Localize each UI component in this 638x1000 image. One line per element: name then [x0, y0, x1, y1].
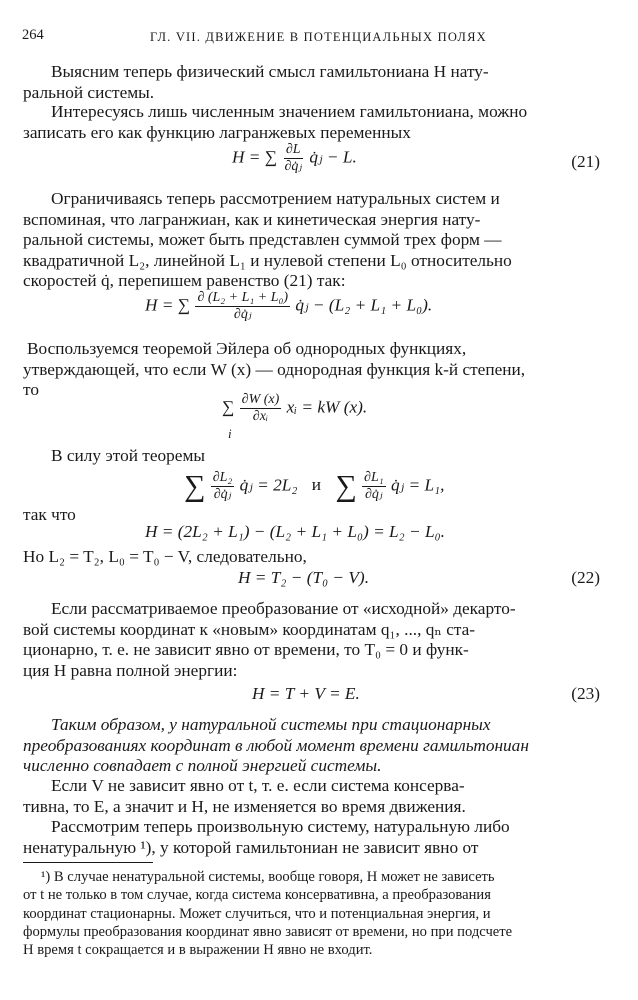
- sum-symbol: ∑: [335, 469, 357, 503]
- paragraph-numeric-value: [23, 102, 601, 143]
- equation-number-23: (23): [571, 684, 600, 703]
- denominator: ∂q̇ⱼ: [233, 307, 252, 322]
- equation-number-22: (22): [571, 568, 600, 587]
- footnote: [23, 868, 601, 959]
- text-line: численно совпадает с полной энергией системы.: [23, 756, 382, 775]
- footnote-rule: [23, 862, 153, 863]
- fraction: [282, 142, 304, 175]
- text-line: ральной системы.: [23, 82, 155, 102]
- equation-expanded-hamiltonian: [145, 290, 432, 323]
- text-line: Воспользуемся теоремой Эйлера об однородных функциях,: [27, 339, 467, 358]
- footnote-line: от t не только в том случае, когда система консервативна, а преобразования: [23, 887, 491, 904]
- paragraph-stationary-transformation: [23, 599, 601, 681]
- page-number: 264: [22, 27, 44, 43]
- text-line: Выясним теперь физический смысл гамильтониана H нату-: [51, 62, 489, 81]
- equation-22: H = T₂ − (T₀ − V).: [238, 568, 370, 587]
- text-line: квадратичной L₂, линейной L₁ и нулевой степени L₀ относительно: [23, 250, 512, 270]
- sum-symbol: ∑: [184, 469, 206, 503]
- numerator: ∂W (x): [241, 392, 280, 407]
- equation-rhs: q̇ⱼ = L₁,: [390, 475, 445, 495]
- equation-number-21: (21): [571, 152, 600, 171]
- text-line: скоростей q̇, перепишем равенство (21) так:: [23, 271, 346, 290]
- fraction: [195, 290, 290, 323]
- paragraph-conclusion: [23, 715, 601, 777]
- paragraph-so-that: так что: [23, 505, 76, 524]
- equation-rhs: q̇ⱼ − L.: [309, 147, 357, 167]
- sum-symbol: ∑: [222, 397, 235, 417]
- equation-theorem-application: [184, 470, 444, 503]
- text-line: Рассмотрим теперь произвольную систему, натуральную либо: [51, 817, 510, 836]
- text-line: Если рассматриваемое преобразование от «исходной» декарто-: [51, 599, 516, 618]
- paragraph-conservative: [23, 776, 601, 817]
- text-line: вой системы координат к «новым» координатам q₁, ..., qₙ ста-: [23, 619, 476, 639]
- text-line: преобразованиях координат в любой момент времени гамильтониан: [23, 735, 529, 755]
- equation-difference: H = (2L₂ + L₁) − (L₂ + L₁ + L₀) = L₂ − L₀.: [145, 522, 445, 541]
- equation-rhs: xᵢ = kW (x).: [286, 397, 368, 417]
- denominator: ∂q̇ⱼ: [365, 487, 383, 502]
- equation-23: H = T + V = E.: [252, 684, 360, 703]
- paragraph-natural-systems: [23, 189, 601, 292]
- equation-21: [232, 142, 357, 175]
- sum-index: i: [228, 426, 232, 441]
- denominator: ∂q̇ⱼ: [284, 159, 303, 174]
- text-line: Интересуясь лишь численным значением гамильтониана, можно: [51, 102, 528, 121]
- text-line: ненатуральную ¹), у которой гамильтониан не зависит явно от: [23, 837, 479, 857]
- equation-rhs: q̇ⱼ = 2L₂: [239, 475, 298, 495]
- numerator: ∂L₁: [364, 470, 384, 485]
- text-line: ция H равна полной энергии:: [23, 660, 238, 680]
- fraction: [240, 392, 282, 425]
- text-line: Если V не зависит явно от t, т. е. если система консерва-: [51, 776, 465, 795]
- footnote-line: H время t сокращается и в выражении H явно не входит.: [23, 942, 373, 959]
- numerator: ∂L: [285, 142, 301, 157]
- numerator: ∂L₂: [212, 470, 233, 485]
- numerator: ∂ (L₂ + L₁ + L₀): [197, 290, 289, 305]
- footnote-line: координат стационарны. Может случиться, что и потенциальная энергия, и: [23, 905, 491, 922]
- conjunction: и: [311, 475, 321, 495]
- equation-rhs: q̇ⱼ − (L₂ + L₁ + L₀).: [295, 295, 433, 315]
- running-head: ГЛ. VII. ДВИЖЕНИЕ В ПОТЕНЦИАЛЬНЫХ ПОЛЯХ: [150, 30, 487, 44]
- paragraph-arbitrary-system: [23, 817, 601, 858]
- denominator: ∂xᵢ: [252, 409, 269, 424]
- footnote-line: ¹) В случае ненатуральной системы, вообще говоря, H может не зависеть: [41, 869, 495, 885]
- equation-lhs: H = ∑: [232, 147, 278, 167]
- text-line: Ограничиваясь теперь рассмотрением натуральных систем и: [51, 189, 500, 208]
- text-line: вспоминая, что лагранжиан, как и кинетическая энергия нату-: [23, 209, 481, 229]
- equation-lhs: H = ∑: [145, 295, 191, 315]
- text-line: Таким образом, у натуральной системы при стационарных: [51, 715, 491, 734]
- denominator: ∂q̇ⱼ: [213, 487, 232, 502]
- paragraph-by-theorem: В силу этой теоремы: [51, 446, 206, 465]
- text-line: ральной системы, может быть представлен суммой трех форм —: [23, 230, 502, 249]
- fraction: [362, 470, 386, 503]
- text-line: тивна, то E, а значит и H, не изменяется во время движения.: [23, 796, 466, 816]
- text-line: ционарно, т. е. не зависит явно от времени, то T₀ = 0 и функ-: [23, 640, 469, 659]
- equation-euler: [222, 392, 367, 425]
- paragraph-hamiltonian-meaning: [23, 62, 601, 103]
- paragraph-but: Но L₂ = T₂, L₀ = T₀ − V, следовательно,: [23, 547, 307, 566]
- text-line: то: [23, 380, 39, 399]
- text-line: записать его как функцию лагранжевых переменных: [23, 122, 411, 142]
- footnote-line: формулы преобразования координат явно зависят от времени, но при подсчете: [23, 923, 513, 940]
- text-line: утверждающей, что если W (x) — однородная функция k-й степени,: [23, 359, 526, 379]
- fraction: [211, 470, 235, 503]
